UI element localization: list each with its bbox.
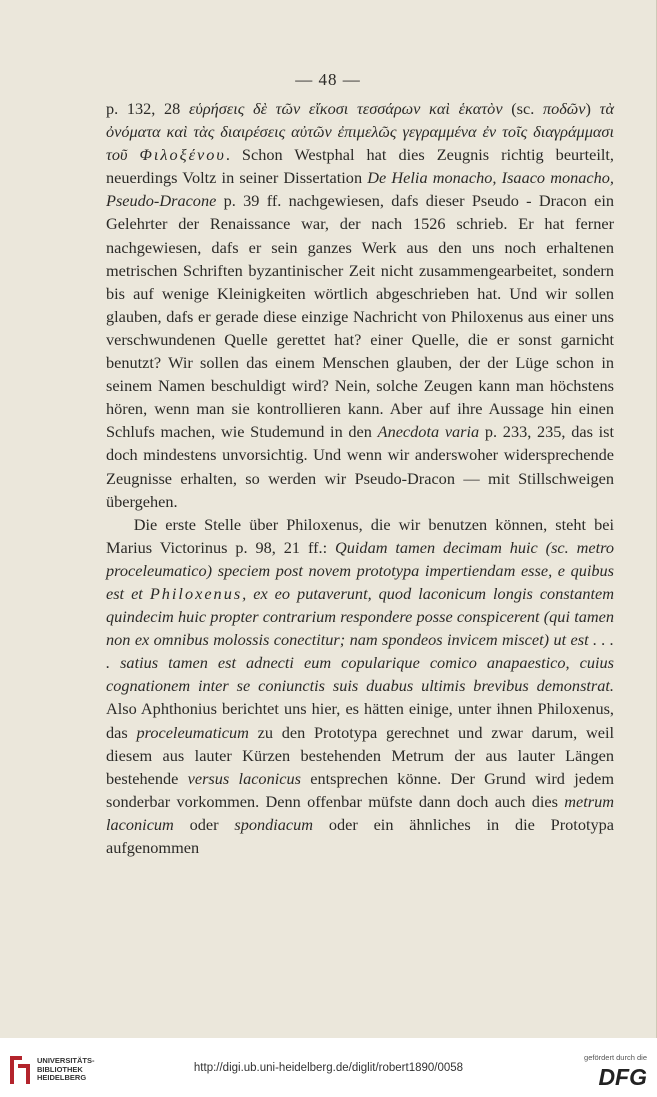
source-url[interactable]: http://digi.ub.uni-heidelberg.de/diglit/robert1890/0058 (193, 1062, 464, 1074)
text-run: Die erste Stelle über Philoxenus, die wir benutzen können, steht bei Marius Victorinus p. 98, 21 ff.: (106, 514, 614, 557)
book-title: De Helia monacho, Isaaco monacho, Pseudo-Dracone (106, 168, 614, 211)
book-title: Anecdota varia (377, 422, 480, 442)
logo-line: BIBLIOTHEK (37, 1064, 83, 1074)
paragraph-1 (106, 97, 614, 513)
paragraph-2 (106, 513, 614, 859)
text-run: ) (585, 99, 600, 118)
dfg-logo[interactable]: DFG (598, 1064, 647, 1090)
footer-bar (0, 1038, 657, 1097)
latin-quote: Quidam tamen decimam huic (sc. metro proceleumatico) speciem post novem prototypa impertiendam esse, e quibus est et (106, 537, 615, 603)
text-run: Also Aphthonius berichtet uns hier, es hätten einige, unter ihnen Philoxenus, das (106, 699, 614, 742)
latin-quote: , ex eo putaverunt, quod laconicum longis constantem quindecim huic propter contrarium respondere posse conspicerent (qui tamen non ex omnibus molossis conectitur; nam spondeos invicem miscet) ut est . . . . satius tamen est adnecti eum copularique comico anapaestico, cuius cognationem inter se coniunctis suis duabus ultimis brevibus demonstrat. (106, 583, 614, 696)
latin-term: spondiacum (234, 814, 314, 834)
text-run: zu den Prototypa gerechnet und zwar darum, weil diesem aus lauter Kürzen bestehenden Metrum der aus lauter Längen bestehende (106, 722, 614, 788)
page-number: — 48 — (295, 70, 361, 89)
latin-term: metrum laconicum (106, 791, 614, 834)
latin-term: proceleumaticum (136, 722, 249, 742)
text-run: p. 39 ff. nachgewiesen, dafs dieser Pseudo - Dracon ein Gelehrter der Renaissance war, der nach 1526 schrieb. Er hat ferner nachgewiesen, dafs er sein ganzes Werk aus den uns noch erhaltenen metrischen Schriften byzantinischer Zeit nicht zusammengearbeitet, sondern bis auf wenige Kleinigkeiten wörtlich abgeschrieben hat. Und wir sollen glauben, dafs er gerade diese einzige Nachricht von Philoxenus aus einer uns verschwundenen Quelle gerettet hat? einer Quelle, die er sonst garnicht benutzt? Wir sollen das einem Menschen glauben, der der Lüge schon in seinem Namen beschuldigt wird? Nein, solche Zeugen kann man höchstens hören, wenn man sie kontrollieren kann. Aber auf ihre Aussage hin einen Schlufs machen, wie Studemund in den (106, 191, 614, 442)
body-text (106, 97, 614, 859)
greek-word: ποδῶν (542, 99, 586, 118)
latin-name: Philoxenus (149, 583, 243, 603)
greek-quote: εὑρήσεις δὲ τῶν εἴκοσι τεσσάρων καὶ ἑκατὸν (188, 99, 503, 118)
logo-line: UNIVERSITÄTS- (37, 1056, 95, 1066)
text-run: (sc. (502, 99, 543, 118)
text-run: oder ein ähnliches in die Prototypa aufgenommen (106, 814, 614, 857)
text-run: p. 233, 235, das ist doch mindestens unvorsichtig. Und wenn wir anderswoher widersprechende Zeugnisse erhalten, so werden wir Pseudo-Dracon — mit Stillschweigen übergehen. (106, 422, 614, 511)
greek-quote: τὰ ὀνόματα καὶ τὰς διαιρέσεις αὐτῶν ἐπιμελῶς γεγραμμένα ἐν τοῖς διαγράμμασι τοῦ (106, 99, 614, 165)
text-run: oder (173, 814, 235, 834)
greek-name: Φιλοξένου (139, 145, 226, 165)
funding-note: gefördert durch die (584, 1053, 647, 1062)
text-run (127, 145, 139, 164)
text-run: . Schon Westphal hat dies Zeugnis richtig beurteilt, neuerdings Voltz in seiner Dissertation (106, 145, 614, 188)
text-run: entsprechen könne. Der Grund wird jedem sonderbar vorkommen. Denn offenbar müfste dann doch auch dies (106, 768, 614, 811)
logo-line: HEIDELBERG (37, 1073, 87, 1083)
text-run: p. 132, 28 (106, 99, 189, 118)
latin-term: versus laconicus (187, 768, 301, 788)
